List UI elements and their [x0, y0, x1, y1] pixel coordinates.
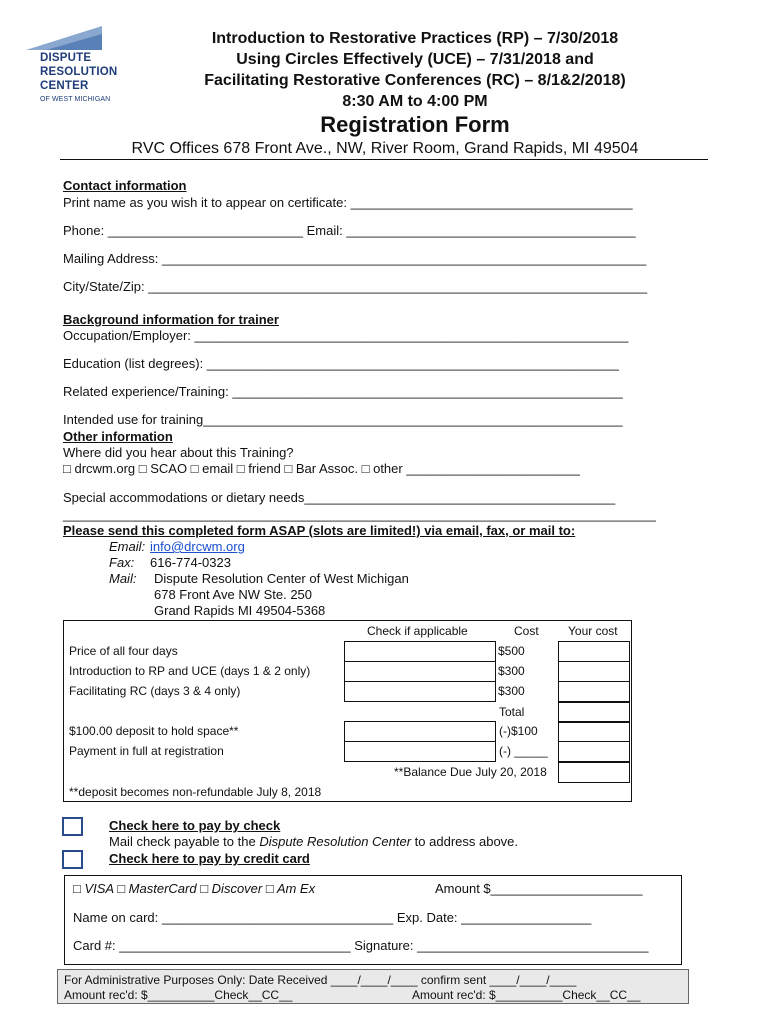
special-accommodations-field[interactable]: Special accommodations or dietary needs___________________________________________: [63, 490, 616, 505]
mail-label: Mail:: [109, 571, 137, 586]
mail-address-1: Dispute Resolution Center of West Michigan: [154, 571, 409, 586]
header-line-2: Using Circles Effectively (UCE) – 7/31/2018 and: [236, 51, 594, 68]
send-instructions: Please send this completed form ASAP (slots are limited!) via email, fax, or mail to:: [63, 523, 576, 538]
logo-line-3: CENTER: [40, 80, 89, 92]
fax-label: Fax:: [109, 555, 135, 570]
pay-by-check-label: Check here to pay by check: [109, 818, 281, 833]
deposit-note: **deposit becomes non-refundable July 8, 2018: [69, 785, 322, 799]
logo-line-4: OF WEST MICHIGAN: [40, 96, 111, 103]
cost-deposit: (-)$100: [499, 724, 538, 738]
credit-card-box: [64, 875, 682, 965]
logo-line-1: DISPUTE: [40, 52, 92, 64]
mail-address-3: Grand Rapids MI 49504-5368: [154, 603, 326, 618]
admin-box: [57, 969, 689, 1004]
fax-number: 616-774-0323: [150, 555, 231, 570]
header-divider: [60, 159, 708, 160]
total-label: Total: [499, 705, 525, 719]
admin-line-1: For Administrative Purposes Only: Date Received ____/____/____ confirm sent ____/____/____: [64, 973, 577, 987]
check-deposit-cell[interactable]: [344, 721, 496, 742]
balance-due-label: **Balance Due July 20, 2018: [394, 765, 547, 779]
row-all-days-label: Price of all four days: [69, 644, 178, 658]
certificate-name-field[interactable]: Print name as you wish it to appear on certificate: _______________________________________: [63, 195, 633, 210]
cost-full: (-) _____: [499, 744, 548, 758]
pay-by-check-checkbox[interactable]: [62, 817, 83, 836]
check-instructions: Mail check payable to the Dispute Resolution Center to address above.: [109, 834, 519, 849]
header-line-4: 8:30 AM to 4:00 PM: [342, 93, 488, 110]
row-rp-uce-label: Introduction to RP and UCE (days 1 & 2 only): [69, 664, 311, 678]
logo-line-2: RESOLUTION: [40, 66, 118, 78]
your-cost-all-days[interactable]: [558, 641, 630, 662]
full-payment-label: Payment in full at registration: [69, 744, 224, 758]
amount-field[interactable]: Amount $_____________________: [435, 881, 643, 896]
mailing-address-field[interactable]: Mailing Address: ___________________________________________________________________: [63, 251, 647, 266]
city-state-zip-field[interactable]: City/State/Zip: _____________________________________________________________________: [63, 279, 648, 294]
source-options[interactable]: □ drcwm.org □ SCAO □ email □ friend □ Bar Assoc. □ other ________________________: [63, 461, 580, 476]
source-question: Where did you hear about this Training?: [63, 445, 294, 460]
admin-amount-2: Amount rec'd: $__________Check__CC__: [412, 988, 641, 1002]
your-cost-balance[interactable]: [558, 762, 630, 783]
fee-table: [63, 620, 632, 802]
your-cost-full[interactable]: [558, 741, 630, 762]
occupation-field[interactable]: Occupation/Employer: ____________________________________________________________: [63, 328, 629, 343]
email-label: Email:: [109, 539, 146, 554]
email-link[interactable]: info@drcwm.org: [150, 539, 245, 554]
check-all-days-cell[interactable]: [344, 641, 496, 662]
name-exp-field[interactable]: Name on card: ________________________________ Exp. Date: __________________: [73, 910, 592, 925]
card-type-options[interactable]: □ VISA □ MasterCard □ Discover □ Am Ex: [73, 881, 316, 896]
location: RVC Offices 678 Front Ave., NW, River Room, Grand Rapids, MI 49504: [131, 140, 639, 157]
cost-rp-uce: $300: [498, 664, 525, 678]
header-line-3: Facilitating Restorative Conferences (RC) – 8/1&2/2018): [204, 72, 626, 89]
organization-logo: [24, 26, 134, 110]
intended-use-field[interactable]: Intended use for training__________________________________________________________: [63, 412, 623, 427]
check-full-cell[interactable]: [344, 741, 496, 762]
phone-email-field[interactable]: Phone: ___________________________ Email: ________________________________________: [63, 223, 636, 238]
your-cost-deposit[interactable]: [558, 721, 630, 742]
cost-rc: $300: [498, 684, 525, 698]
mail-address-2: 678 Front Ave NW Ste. 250: [154, 587, 313, 602]
contact-heading: Contact information: [63, 178, 187, 193]
your-cost-rp-uce[interactable]: [558, 661, 630, 682]
row-rc-label: Facilitating RC (days 3 & 4 only): [69, 684, 241, 698]
check-rp-uce-cell[interactable]: [344, 661, 496, 682]
your-cost-rc[interactable]: [558, 681, 630, 702]
your-cost-total[interactable]: [558, 702, 630, 723]
col-check-header: Check if applicable: [367, 624, 468, 638]
deposit-label: $100.00 deposit to hold space**: [69, 724, 239, 738]
logo-mark-icon: [26, 26, 102, 50]
background-heading: Background information for trainer: [63, 312, 279, 327]
header-line-1: Introduction to Restorative Practices (RP) – 7/30/2018: [211, 30, 619, 47]
col-cost-header: Cost: [514, 624, 539, 638]
pay-by-credit-checkbox[interactable]: [62, 850, 83, 869]
other-heading: Other information: [63, 429, 173, 444]
card-signature-field[interactable]: Card #: ________________________________ Signature: ________________________________: [73, 938, 649, 953]
education-field[interactable]: Education (list degrees): _________________________________________________________: [63, 356, 619, 371]
experience-field[interactable]: Related experience/Training: ______________________________________________________: [63, 384, 623, 399]
cost-all-days: $500: [498, 644, 525, 658]
check-rc-cell[interactable]: [344, 681, 496, 702]
pay-by-credit-label: Check here to pay by credit card: [109, 851, 310, 866]
form-title: Registration Form: [320, 112, 510, 137]
special-accommodations-line[interactable]: __________________________________________________________________________________: [63, 507, 656, 522]
col-your-cost-header: Your cost: [568, 624, 618, 638]
admin-amount-1: Amount rec'd: $__________Check__CC__: [64, 988, 293, 1002]
